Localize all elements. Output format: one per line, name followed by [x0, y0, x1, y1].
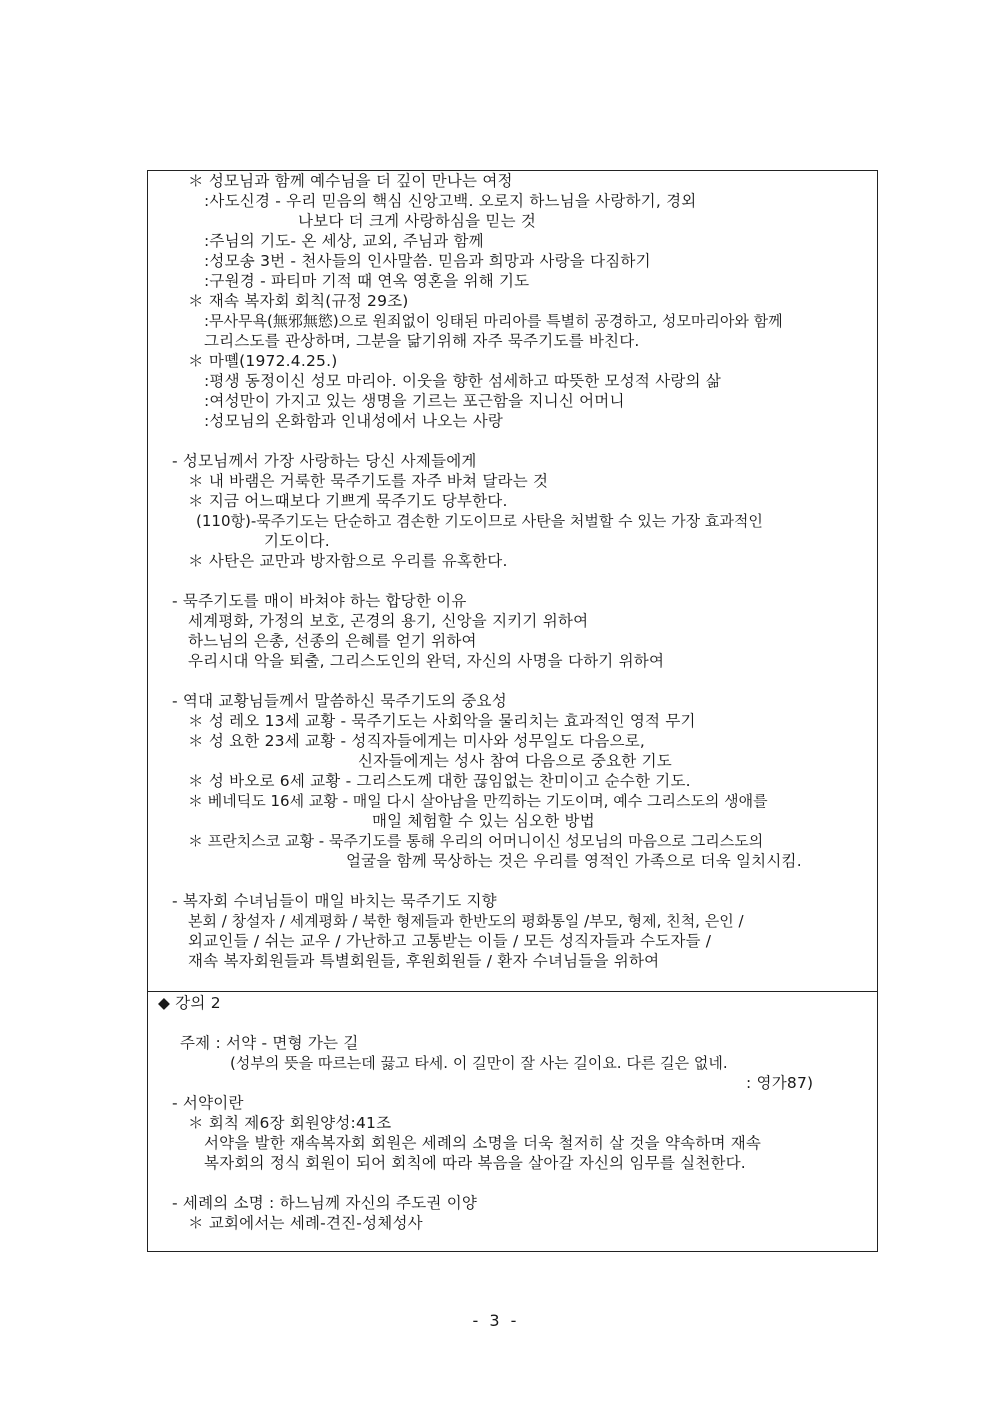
section1-line-14: - 성모님께서 가장 사랑하는 당신 사제들에게: [172, 452, 477, 470]
section1-line-11: :평생 동정이신 성모 마리아. 이웃을 향한 섬세하고 따뜻한 모성적 사랑의 삶: [204, 372, 722, 390]
section1-line-19: ＊ 사탄은 교만과 방자함으로 우리를 유혹한다.: [188, 552, 508, 570]
page-number: - 3 -: [472, 1311, 520, 1330]
section1-line-2: :사도신경 - 우리 믿음의 핵심 신앙고백. 오로지 하느님을 사랑하기, 경외: [204, 192, 697, 210]
section1-line-28: ＊ 성 바오로 6세 교황 - 그리스도께 대한 끊임없는 찬미이고 순수한 기도.: [188, 772, 691, 790]
section2-line-2: 주제 : 서약 - 면형 가는 길: [180, 1034, 359, 1052]
lecture-heading: ◆ 강의 2: [158, 994, 221, 1012]
section1-line-17: (110항)-묵주기도는 단순하고 겸손한 기도이므로 사탄을 처벌할 수 있는 가장 효과적인: [196, 512, 763, 530]
section2-line-9: - 세례의 소명 : 하느님께 자신의 주도권 이양: [172, 1194, 478, 1212]
section1-line-27: 신자들에게는 성사 참여 다음으로 중요한 기도: [358, 752, 672, 770]
section1-line-8: :무사무욕(無邪無慾)으로 원죄없이 잉태된 마리아를 특별히 공경하고, 성모마리아와 함께: [204, 312, 783, 330]
section1-line-25: ＊ 성 레오 13세 교황 - 묵주기도는 사회악을 물리치는 효과적인 영적 무기: [188, 712, 696, 730]
section1-line-23: 우리시대 악을 퇴출, 그리스도인의 완덕, 자신의 사명을 다하기 위하여: [188, 652, 665, 670]
section1-line-3: 나보다 더 크게 사랑하심을 믿는 것: [298, 212, 537, 230]
section1-line-18: 기도이다.: [264, 532, 330, 550]
section1-line-13: :성모님의 온화함과 인내성에서 나오는 사랑: [204, 412, 504, 430]
section1-line-26: ＊ 성 요한 23세 교황 - 성직자들에게는 미사와 성무일도 다음으로,: [188, 732, 646, 750]
section1-line-12: :여성만이 가지고 있는 생명을 기르는 포근함을 지니신 어머니: [204, 392, 625, 410]
section2-line-4: : 영가87): [746, 1074, 814, 1092]
section1-line-9: 그리스도를 관상하며, 그분을 닮기위해 자주 묵주기도를 바친다.: [204, 332, 640, 350]
section1-line-20: - 묵주기도를 매이 바쳐야 하는 합당한 이유: [172, 592, 467, 610]
section2-line-5: - 서약이란: [172, 1094, 244, 1112]
section2-line-8: 복자회의 정식 회원이 되어 회칙에 따라 복음을 살아갈 자신의 임무를 실천한다.: [204, 1154, 746, 1172]
section1-line-24: - 역대 교황님들께서 말씀하신 묵주기도의 중요성: [172, 692, 507, 710]
section1-line-36: 재속 복자회원들과 특별회원들, 후원회원들 / 환자 수녀님들을 위하여: [188, 952, 660, 970]
section1-line-10: ＊ 마뗼(1972.4.25.): [188, 352, 338, 370]
section1-line-21: 세계평화, 가정의 보호, 곤경의 용기, 신앙을 지키기 위하여: [188, 612, 589, 630]
section2-line-7: 서약을 발한 재속복자회 회원은 세례의 소명을 더욱 철저히 살 것을 약속하며 재속: [204, 1134, 762, 1152]
section2-line-10: ＊ 교회에서는 세례-견진-성체성사: [188, 1214, 423, 1232]
section1-line-6: :구원경 - 파티마 기적 때 연옥 영혼을 위해 기도: [204, 272, 530, 290]
section1-line-30: 매일 체험할 수 있는 심오한 방법: [372, 812, 595, 830]
section1-line-33: - 복자회 수녀님들이 매일 바치는 묵주기도 지향: [172, 892, 497, 910]
section1-line-29: ＊ 베네딕도 16세 교황 - 매일 다시 살아남을 만끽하는 기도이며, 예수 그리스도의 생애를: [188, 792, 768, 810]
section1-line-7: ＊ 재속 복자회 회칙(규정 29조): [188, 292, 409, 310]
section1-line-31: ＊ 프란치스코 교황 - 묵주기도를 통해 우리의 어머니이신 성모님의 마음으로 그리스도의: [188, 832, 764, 850]
section1-line-1: ＊ 성모님과 함께 예수님을 더 깊이 만나는 여정: [188, 172, 513, 190]
section1-line-4: :주님의 기도- 온 세상, 교외, 주님과 함께: [204, 232, 484, 250]
section1-line-32: 얼굴을 함께 묵상하는 것은 우리를 영적인 가족으로 더욱 일치시킴.: [346, 852, 802, 870]
section1-line-15: ＊ 내 바램은 거룩한 묵주기도를 자주 바쳐 달라는 것: [188, 472, 549, 490]
section1-line-34: 본회 / 창설자 / 세계평화 / 북한 형제들과 한반도의 평화통일 /부모, 형제, 친척, 은인 /: [188, 912, 744, 930]
section2-line-3: (성부의 뜻을 따르는데 끓고 타세. 이 길만이 잘 사는 길이요. 다른 길은 없네.: [230, 1054, 728, 1072]
section1-line-5: :성모송 3번 - 천사들의 인사말씀. 믿음과 희망과 사랑을 다짐하기: [204, 252, 651, 270]
section1-line-22: 하느님의 은총, 선종의 은혜를 얻기 위하여: [188, 632, 477, 650]
section1-line-35: 외교인들 / 쉬는 교우 / 가난하고 고통받는 이들 / 모든 성직자들과 수도자들 /: [188, 932, 712, 950]
section2-line-6: ＊ 회칙 제6장 회원양성:41조: [188, 1114, 392, 1132]
section1-line-16: ＊ 지금 어느때보다 기쁘게 묵주기도 당부한다.: [188, 492, 508, 510]
